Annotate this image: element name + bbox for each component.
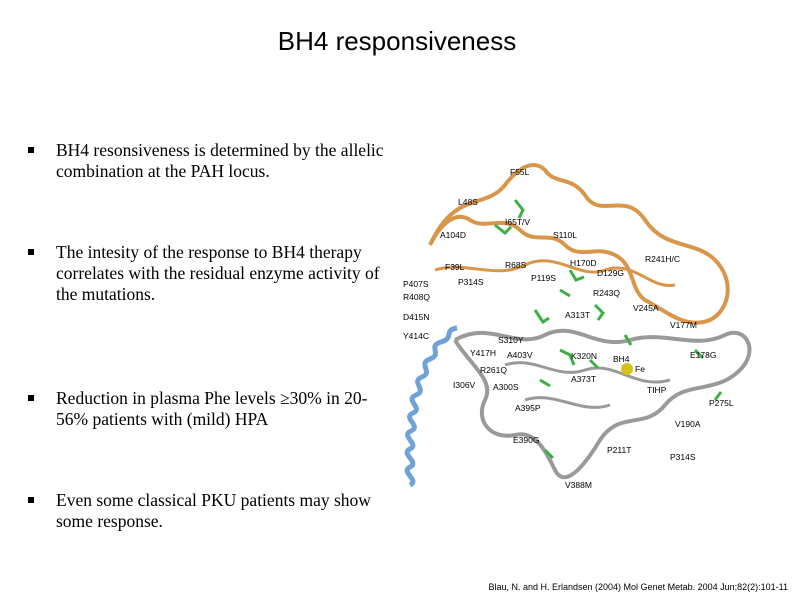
mutation-label: K320N — [571, 351, 597, 361]
mutation-label: P119S — [531, 273, 556, 283]
bullet-item — [28, 140, 388, 182]
mutation-label: S310Y — [498, 335, 524, 345]
mutation-label: H170D — [570, 258, 597, 268]
iron-atom — [621, 363, 633, 375]
mutation-label: P211T — [607, 445, 632, 455]
mutation-label: Y414C — [403, 331, 429, 341]
mutation-label: L48S — [458, 197, 478, 207]
mutation-label: D129G — [597, 268, 624, 278]
mutation-label: P407S — [403, 279, 429, 289]
mutation-label: A403V — [507, 350, 533, 360]
mutation-label: R408Q — [403, 292, 430, 302]
mutation-label: V177M — [670, 320, 697, 330]
protein-structure-figure — [395, 150, 780, 500]
bullet-text: Even some classical PKU patients may show some response. — [56, 490, 371, 531]
mutation-label: R243Q — [593, 288, 620, 298]
bullet-square-icon — [28, 497, 34, 503]
mutation-label: D415N — [403, 312, 430, 322]
mutation-label: R68S — [505, 260, 527, 270]
mutation-label: E390G — [513, 435, 540, 445]
slide-title: BH4 responsiveness — [277, 26, 517, 56]
mutation-label: V245A — [633, 303, 659, 313]
protein-ribbon-orange — [430, 165, 728, 323]
mutation-label: F55L — [510, 167, 530, 177]
mutation-label: P314S — [670, 452, 696, 462]
mutation-label: A313T — [565, 310, 591, 320]
citation: Blau, N. and H. Erlandsen (2004) Mol Genet Metab. 2004 Jun;82(2):101-11 — [488, 582, 788, 592]
mutation-label: P275L — [709, 398, 734, 408]
mutation-label: S110L — [553, 230, 577, 240]
bullet-text: Reduction in plasma Phe levels ≥30% in 20-56% patients with (mild) HPA — [56, 388, 368, 429]
bullet-item — [28, 388, 388, 430]
mutation-label: A104D — [440, 230, 466, 240]
bullet-square-icon — [28, 395, 34, 401]
mutation-label: A395P — [515, 403, 541, 413]
bullet-list — [28, 140, 388, 531]
cofactor-label: BH4 — [613, 354, 630, 364]
mutation-label: V190A — [675, 419, 701, 429]
mutation-label: R261Q — [480, 365, 507, 375]
mutation-label: R241H/C — [645, 254, 680, 264]
bullet-item — [28, 242, 388, 305]
mutation-label: I306V — [453, 380, 476, 390]
protein-helix — [407, 328, 457, 485]
bullet-text: BH4 resonsiveness is determined by the allelic combination at the PAH locus. — [56, 140, 384, 181]
mutation-label: P314S — [458, 277, 484, 287]
mutation-label: A373T — [571, 374, 597, 384]
bullet-square-icon — [28, 249, 34, 255]
iron-label: Fe — [635, 364, 645, 374]
mutation-label: V388M — [565, 480, 592, 490]
mutation-label: E178G — [690, 350, 717, 360]
bullet-text: The intesity of the response to BH4 therapy correlates with the residual enzyme activity of the mutations. — [56, 242, 380, 304]
mutation-label: I65T/V — [505, 217, 531, 227]
mutation-label: F39L — [445, 262, 465, 272]
mutation-label: Y417H — [470, 348, 496, 358]
mutation-label: A300S — [493, 382, 519, 392]
bullet-item — [28, 490, 388, 532]
ligand-label: TIHP — [647, 385, 667, 395]
bullet-square-icon — [28, 147, 34, 153]
